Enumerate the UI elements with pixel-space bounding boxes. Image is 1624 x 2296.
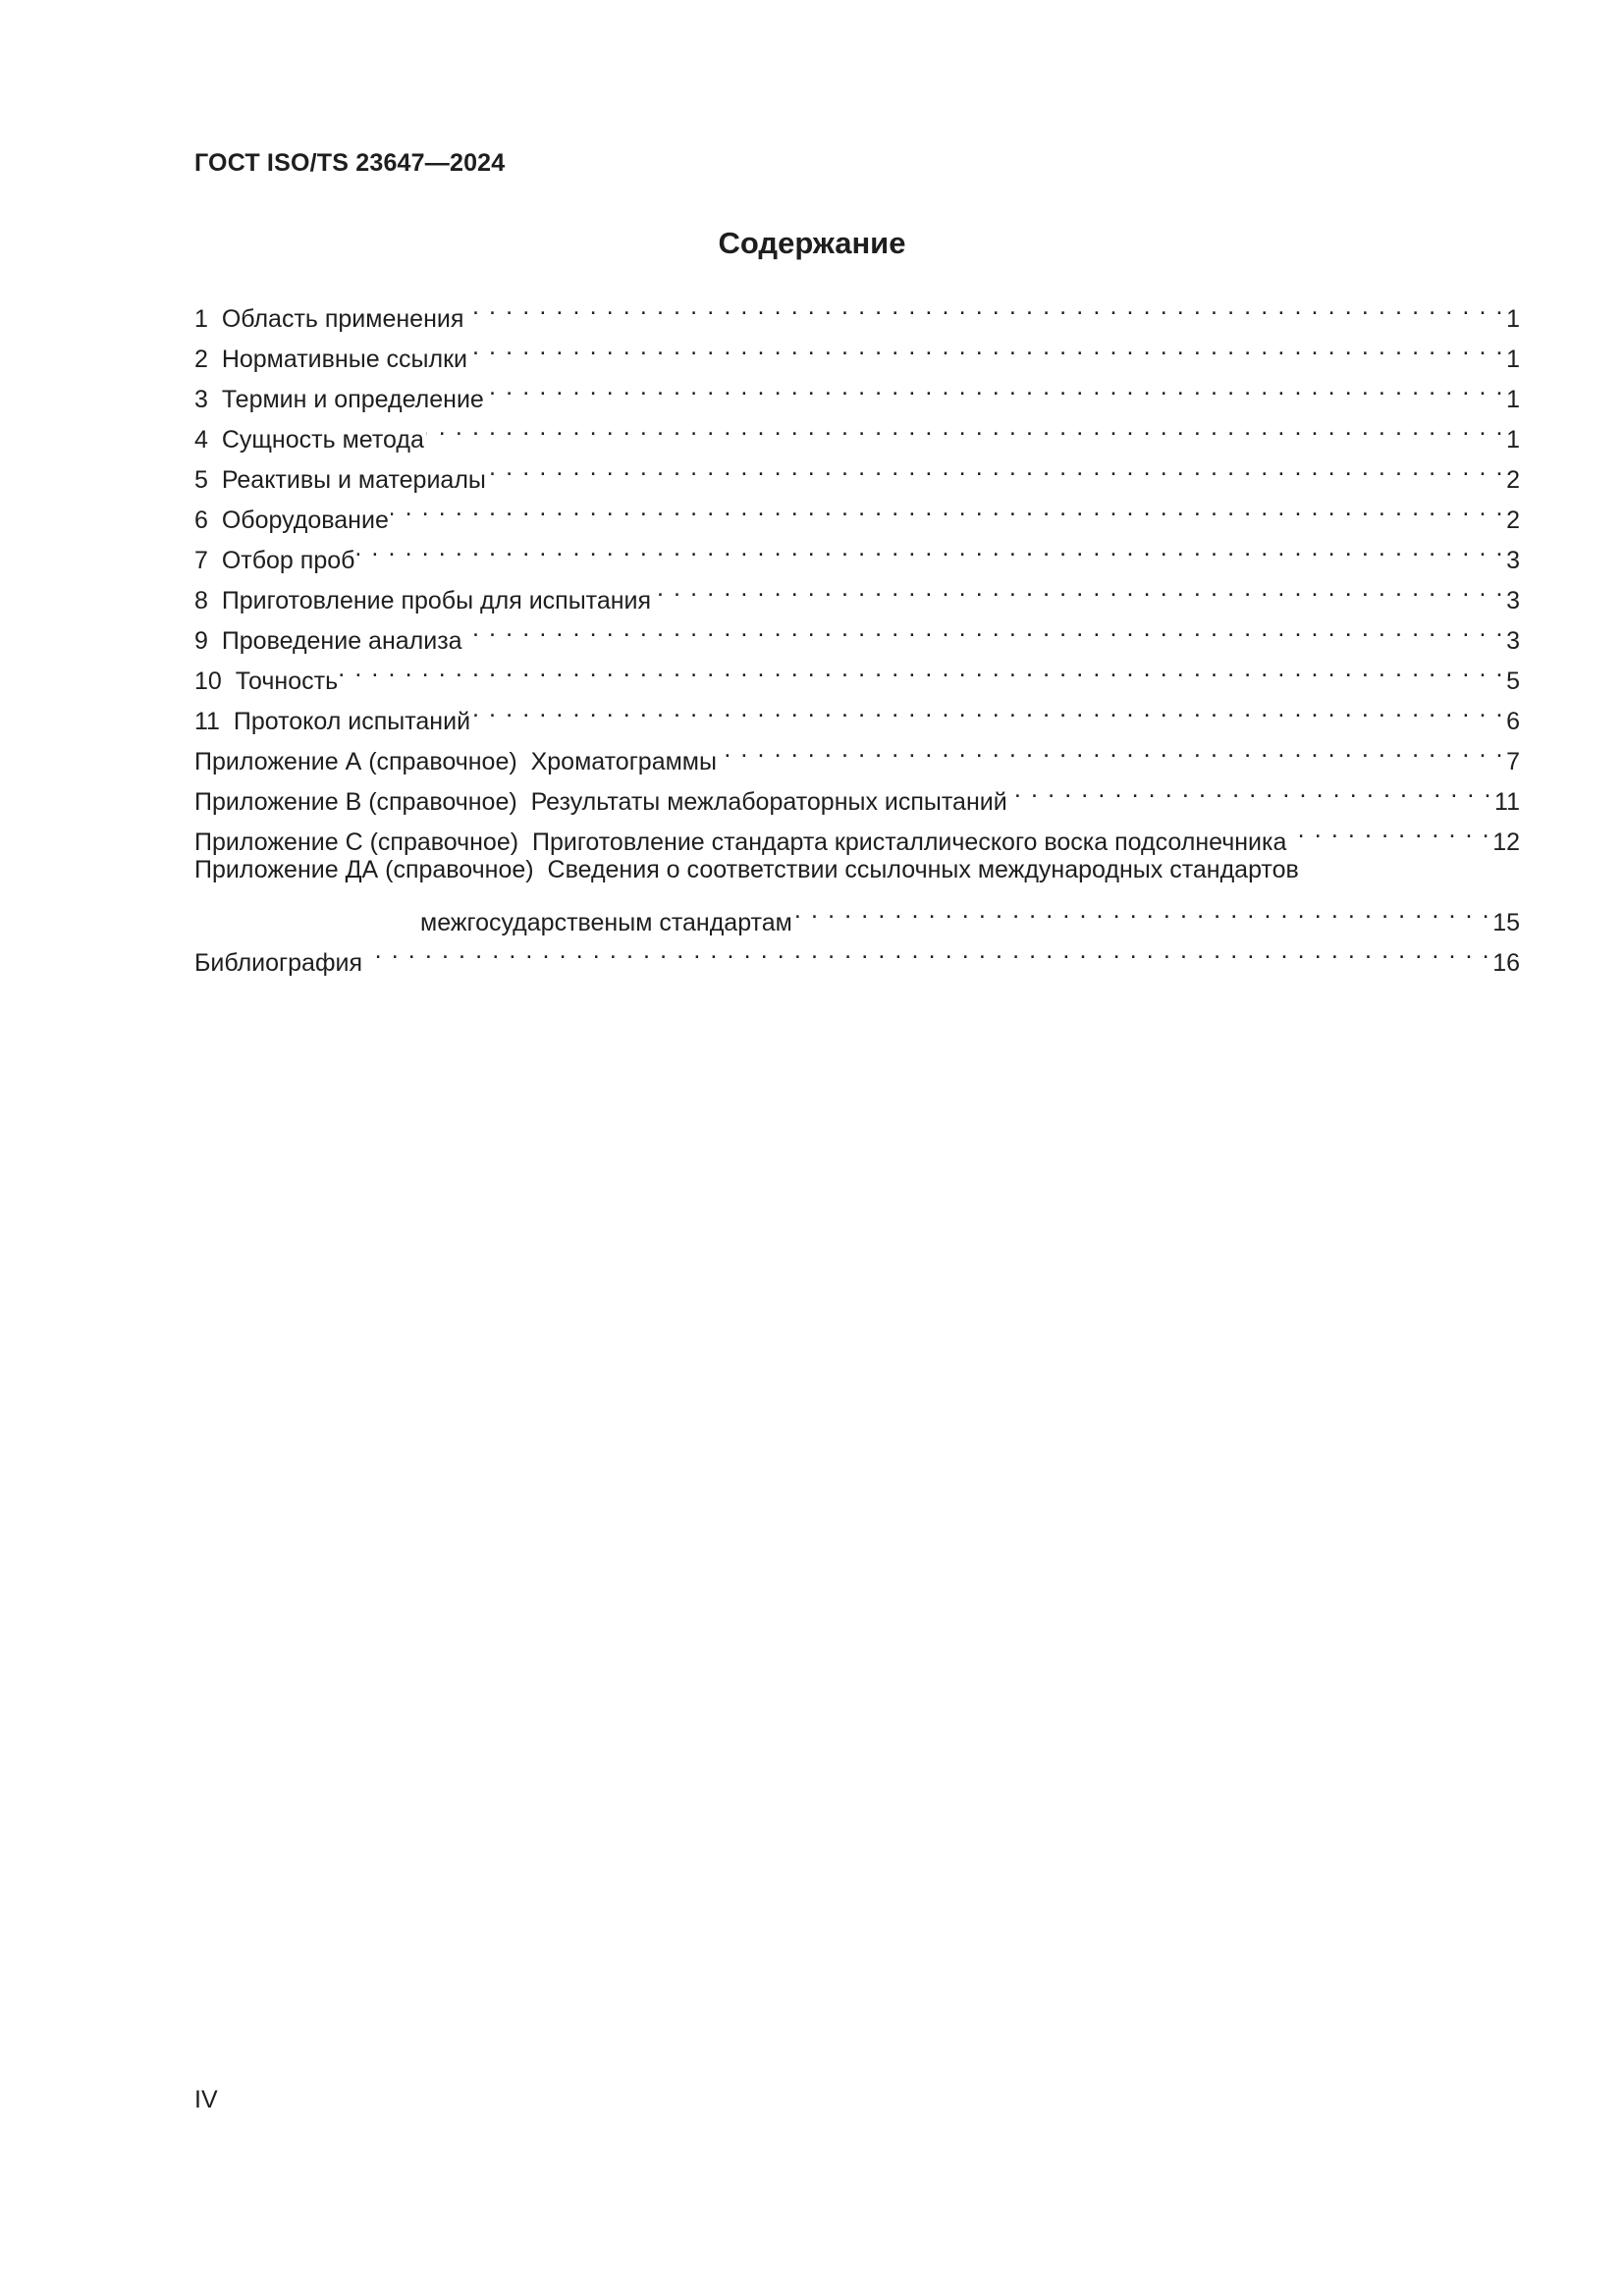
toc-entry-title: Приготовление стандарта кристаллического воска подсолнечника [531, 828, 1287, 856]
toc-entry-title: Результаты межлабораторных испытаний [530, 788, 1007, 816]
toc-entry-bibliography[interactable] [194, 931, 1520, 977]
page-number: IV [194, 2086, 218, 2113]
toc-entry-title: Библиография [194, 949, 363, 977]
toc-entry-page: 1 [1506, 426, 1520, 454]
toc-entry-number: 3 [194, 386, 208, 413]
toc-entry[interactable] [194, 689, 1520, 735]
toc-entry-number: 8 [194, 587, 208, 614]
toc-appendix-label: Приложение С (справочное) [194, 828, 519, 856]
toc-entry-page: 1 [1506, 305, 1520, 333]
dot-leader [653, 568, 1504, 609]
toc-entry-title: Протокол испытаний [233, 708, 471, 735]
toc-entry[interactable] [194, 568, 1520, 614]
toc-entry-number: 1 [194, 305, 208, 333]
toc-entry[interactable] [194, 649, 1520, 695]
toc-entry-number: 11 [194, 708, 220, 735]
toc-entry-number: 6 [194, 507, 208, 534]
toc-appendix-label: Приложение ДА (справочное) [194, 856, 534, 883]
toc-entry-title: Реактивы и материалы [221, 466, 486, 494]
toc-entry[interactable] [194, 528, 1520, 574]
dot-leader [719, 729, 1504, 770]
toc-entry-page: 12 [1492, 828, 1520, 856]
toc-entry-page: 7 [1506, 748, 1520, 775]
dot-leader [340, 649, 1504, 689]
toc-entry-title: Приготовление пробы для испытания [221, 587, 652, 614]
dot-leader [364, 931, 1490, 971]
toc-entry-number: 4 [194, 426, 208, 454]
toc-entry-page: 5 [1506, 667, 1520, 695]
toc-entry-page: 2 [1506, 466, 1520, 494]
dot-leader [469, 327, 1504, 367]
toc-entry[interactable] [194, 287, 1520, 333]
toc-entry-title-continuation: межгосударственым стандартам [420, 909, 792, 936]
dot-leader [465, 287, 1504, 327]
toc-entry-title: Проведение анализа [221, 627, 462, 655]
toc-entry-page: 1 [1506, 346, 1520, 373]
toc-entry-page: 1 [1506, 386, 1520, 413]
table-of-contents [194, 287, 1520, 977]
dot-leader [486, 367, 1504, 407]
dot-leader [1288, 810, 1490, 850]
toc-appendix-label: Приложение В (справочное) [194, 788, 517, 816]
dot-leader [426, 407, 1504, 448]
toc-title: Содержание [718, 226, 906, 260]
dot-leader [1009, 770, 1492, 810]
toc-entry-appendix[interactable] [194, 850, 1520, 936]
toc-entry-number: 5 [194, 466, 208, 494]
toc-entry-page: 15 [1492, 909, 1520, 936]
toc-entry-number: 10 [194, 667, 222, 695]
toc-entry-title: Термин и определение [221, 386, 484, 413]
toc-entry-page: 3 [1506, 547, 1520, 574]
toc-entry-title: Отбор проб [221, 547, 355, 574]
toc-entry-title: Хроматограммы [530, 748, 717, 775]
dot-leader [472, 689, 1504, 729]
toc-entry-title: Оборудование [221, 507, 389, 534]
dot-leader [488, 448, 1504, 488]
dot-leader [464, 609, 1505, 649]
toc-entry-title: Область применения [221, 305, 464, 333]
toc-entry-page: 16 [1492, 949, 1520, 977]
toc-entry-page: 3 [1506, 587, 1520, 614]
toc-entry-page: 3 [1506, 627, 1520, 655]
toc-entry-number: 9 [194, 627, 208, 655]
dot-leader [356, 528, 1504, 568]
toc-entry[interactable] [194, 488, 1520, 534]
toc-entry-page: 11 [1494, 788, 1520, 816]
toc-appendix-label: Приложение А (справочное) [194, 748, 517, 775]
dot-leader [794, 890, 1490, 931]
toc-entry-title: Точность [235, 667, 339, 695]
document-code: ГОСТ ISO/TS 23647—2024 [194, 149, 506, 177]
toc-entry-title: Сведения о соответствии ссылочных международных стандартов [547, 856, 1299, 883]
toc-entry-page: 2 [1506, 507, 1520, 534]
toc-entry-title: Сущность метода [221, 426, 424, 454]
dot-leader [391, 488, 1504, 528]
toc-entry-title: Нормативные ссылки [221, 346, 467, 373]
toc-entry-page: 6 [1506, 708, 1520, 735]
toc-entry-number: 2 [194, 346, 208, 373]
toc-entry-number: 7 [194, 547, 208, 574]
